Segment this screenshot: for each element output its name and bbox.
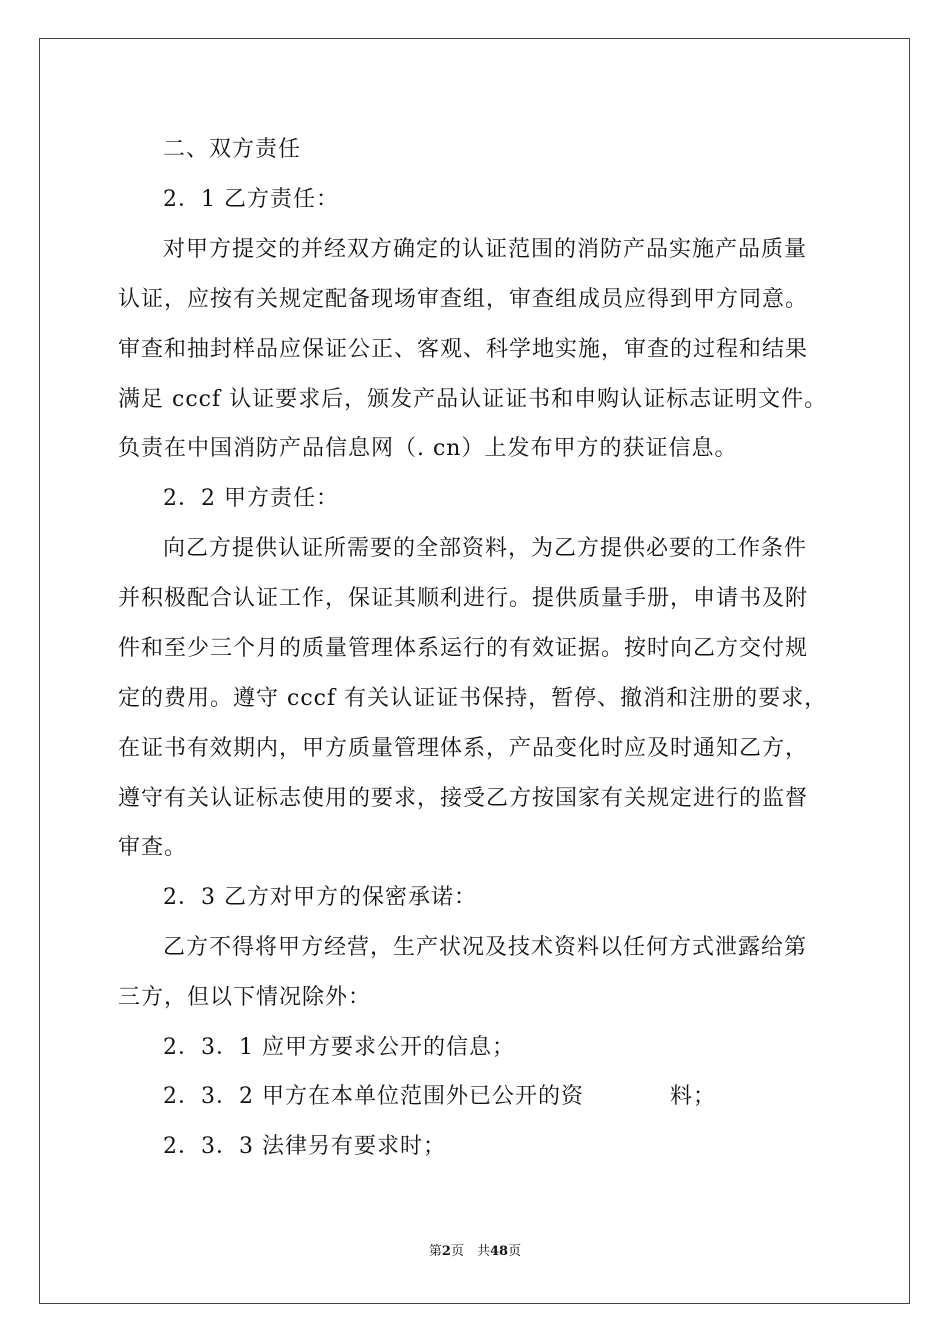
paragraph-line: 审查和抽封样品应保证公正、客观、科学地实施，审查的过程和结果 [118,337,809,362]
paragraph-line: 审查。 [118,835,188,860]
list-item-text: 2．3．2 甲方在本单位范围外已公开的资 [163,1084,584,1109]
paragraph-line: 件和至少三个月的质量管理体系运行的有效证据。按时向乙方交付规 [118,636,809,661]
paragraph-line: 定的费用。遵守 cccf 有关认证证书保持，暂停、撤消和注册的要求， [118,686,828,711]
list-item [163,1082,716,1112]
list-item-text-tail: 料； [670,1084,717,1109]
list-item: 2．3．3 法律另有要求时； [163,1134,446,1159]
paragraph-line: 认证，应按有关规定配备现场审查组，审查组成员应得到甲方同意。 [118,287,809,312]
paragraph-line: 在证书有效期内，甲方质量管理体系，产品变化时应及时通知乙方， [118,736,809,761]
paragraph-line: 负责在中国消防产品信息网（. cn）上发布甲方的获证信息。 [118,436,738,461]
subsection-heading: 2．3 乙方对甲方的保密承诺： [163,885,477,910]
paragraph-line: 满足 cccf 认证要求后，颁发产品认证证书和申购认证标志证明文件。 [118,387,828,412]
footer-prefix: 第 [428,1244,442,1259]
paragraph-line: 乙方不得将甲方经营，生产状况及技术资料以任何方式泄露给第 [163,935,808,960]
current-page-number: 2 [441,1244,451,1259]
paragraph-line: 对甲方提交的并经双方确定的认证范围的消防产品实施产品质量 [163,237,808,262]
paragraph-line: 三方，但以下情况除外： [118,985,372,1010]
list-item: 2．3．1 应甲方要求公开的信息； [163,1035,515,1060]
subsection-heading: 2．2 甲方责任： [163,486,339,511]
page-border [39,38,910,1304]
paragraph-line: 遵守有关认证标志使用的要求，接受乙方按国家有关规定进行的监督 [118,786,809,811]
footer-suffix: 页 [508,1244,522,1259]
paragraph-line: 向乙方提供认证所需要的全部资料，为乙方提供必要的工作条件 [163,536,808,561]
paragraph-line: 并积极配合认证工作，保证其顺利进行。提供质量手册，申请书及附 [118,586,809,611]
footer-mid: 页 共 [450,1244,490,1259]
total-page-count: 48 [489,1244,509,1259]
subsection-heading: 2．1 乙方责任： [163,187,339,212]
section-heading: 二、双方责任 [163,137,302,162]
page-footer [0,1243,950,1261]
